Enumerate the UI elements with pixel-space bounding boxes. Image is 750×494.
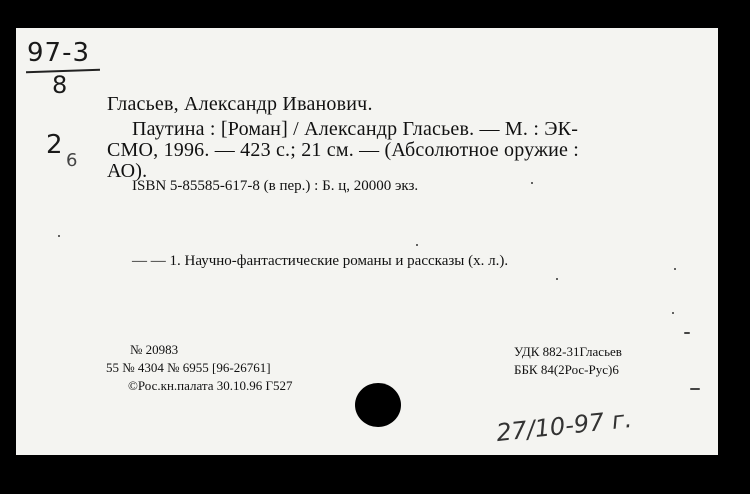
entry-isbn: ISBN 5-85585-617-8 (в пер.) : Б. ц, 20000 экз. (132, 178, 419, 194)
catalog-card (16, 28, 718, 455)
entry-subject: — — 1. Научно-фантастические романы и рассказы (х. л.). (132, 253, 509, 269)
entry-title-line-1: Паутина : [Роман] / Александр Гласьев. — М. : ЭК- (132, 118, 579, 140)
scan-speck (672, 312, 674, 314)
scan-speck (58, 235, 60, 237)
footer-registry: 55 № 4304 № 6955 [96-26761] (106, 360, 271, 375)
scan-speck (531, 182, 533, 184)
footer-card-number: № 20983 (130, 342, 179, 357)
handwritten-margin-mark: 2 (46, 130, 63, 160)
scan-speck (684, 332, 690, 334)
scan-speck (674, 268, 676, 270)
scan-speck (556, 278, 558, 280)
scan-speck (690, 388, 700, 390)
handwritten-margin-mark-small: 6 (66, 150, 78, 171)
entry-author: Гласьев, Александр Иванович. (107, 93, 373, 115)
footer-udk: УДК 882-31Гласьев (514, 344, 622, 359)
punch-hole (355, 383, 401, 427)
footer-book-chamber: ©Рос.кн.палата 30.10.96 Г527 (128, 378, 293, 393)
handwritten-shelf-mark-bottom: 8 (52, 71, 68, 99)
footer-bbk: ББК 84(2Рос-Рус)6 (514, 362, 619, 377)
handwritten-bottom-mark: 27/10-97 г. (494, 404, 634, 448)
entry-title-line-3: АО). (107, 160, 148, 182)
scan-speck (416, 244, 418, 246)
entry-title-line-2: СМО, 1996. — 423 с.; 21 см. — (Абсолютное оружие : (107, 139, 580, 161)
handwritten-shelf-mark-top: 97-3 (27, 38, 91, 68)
